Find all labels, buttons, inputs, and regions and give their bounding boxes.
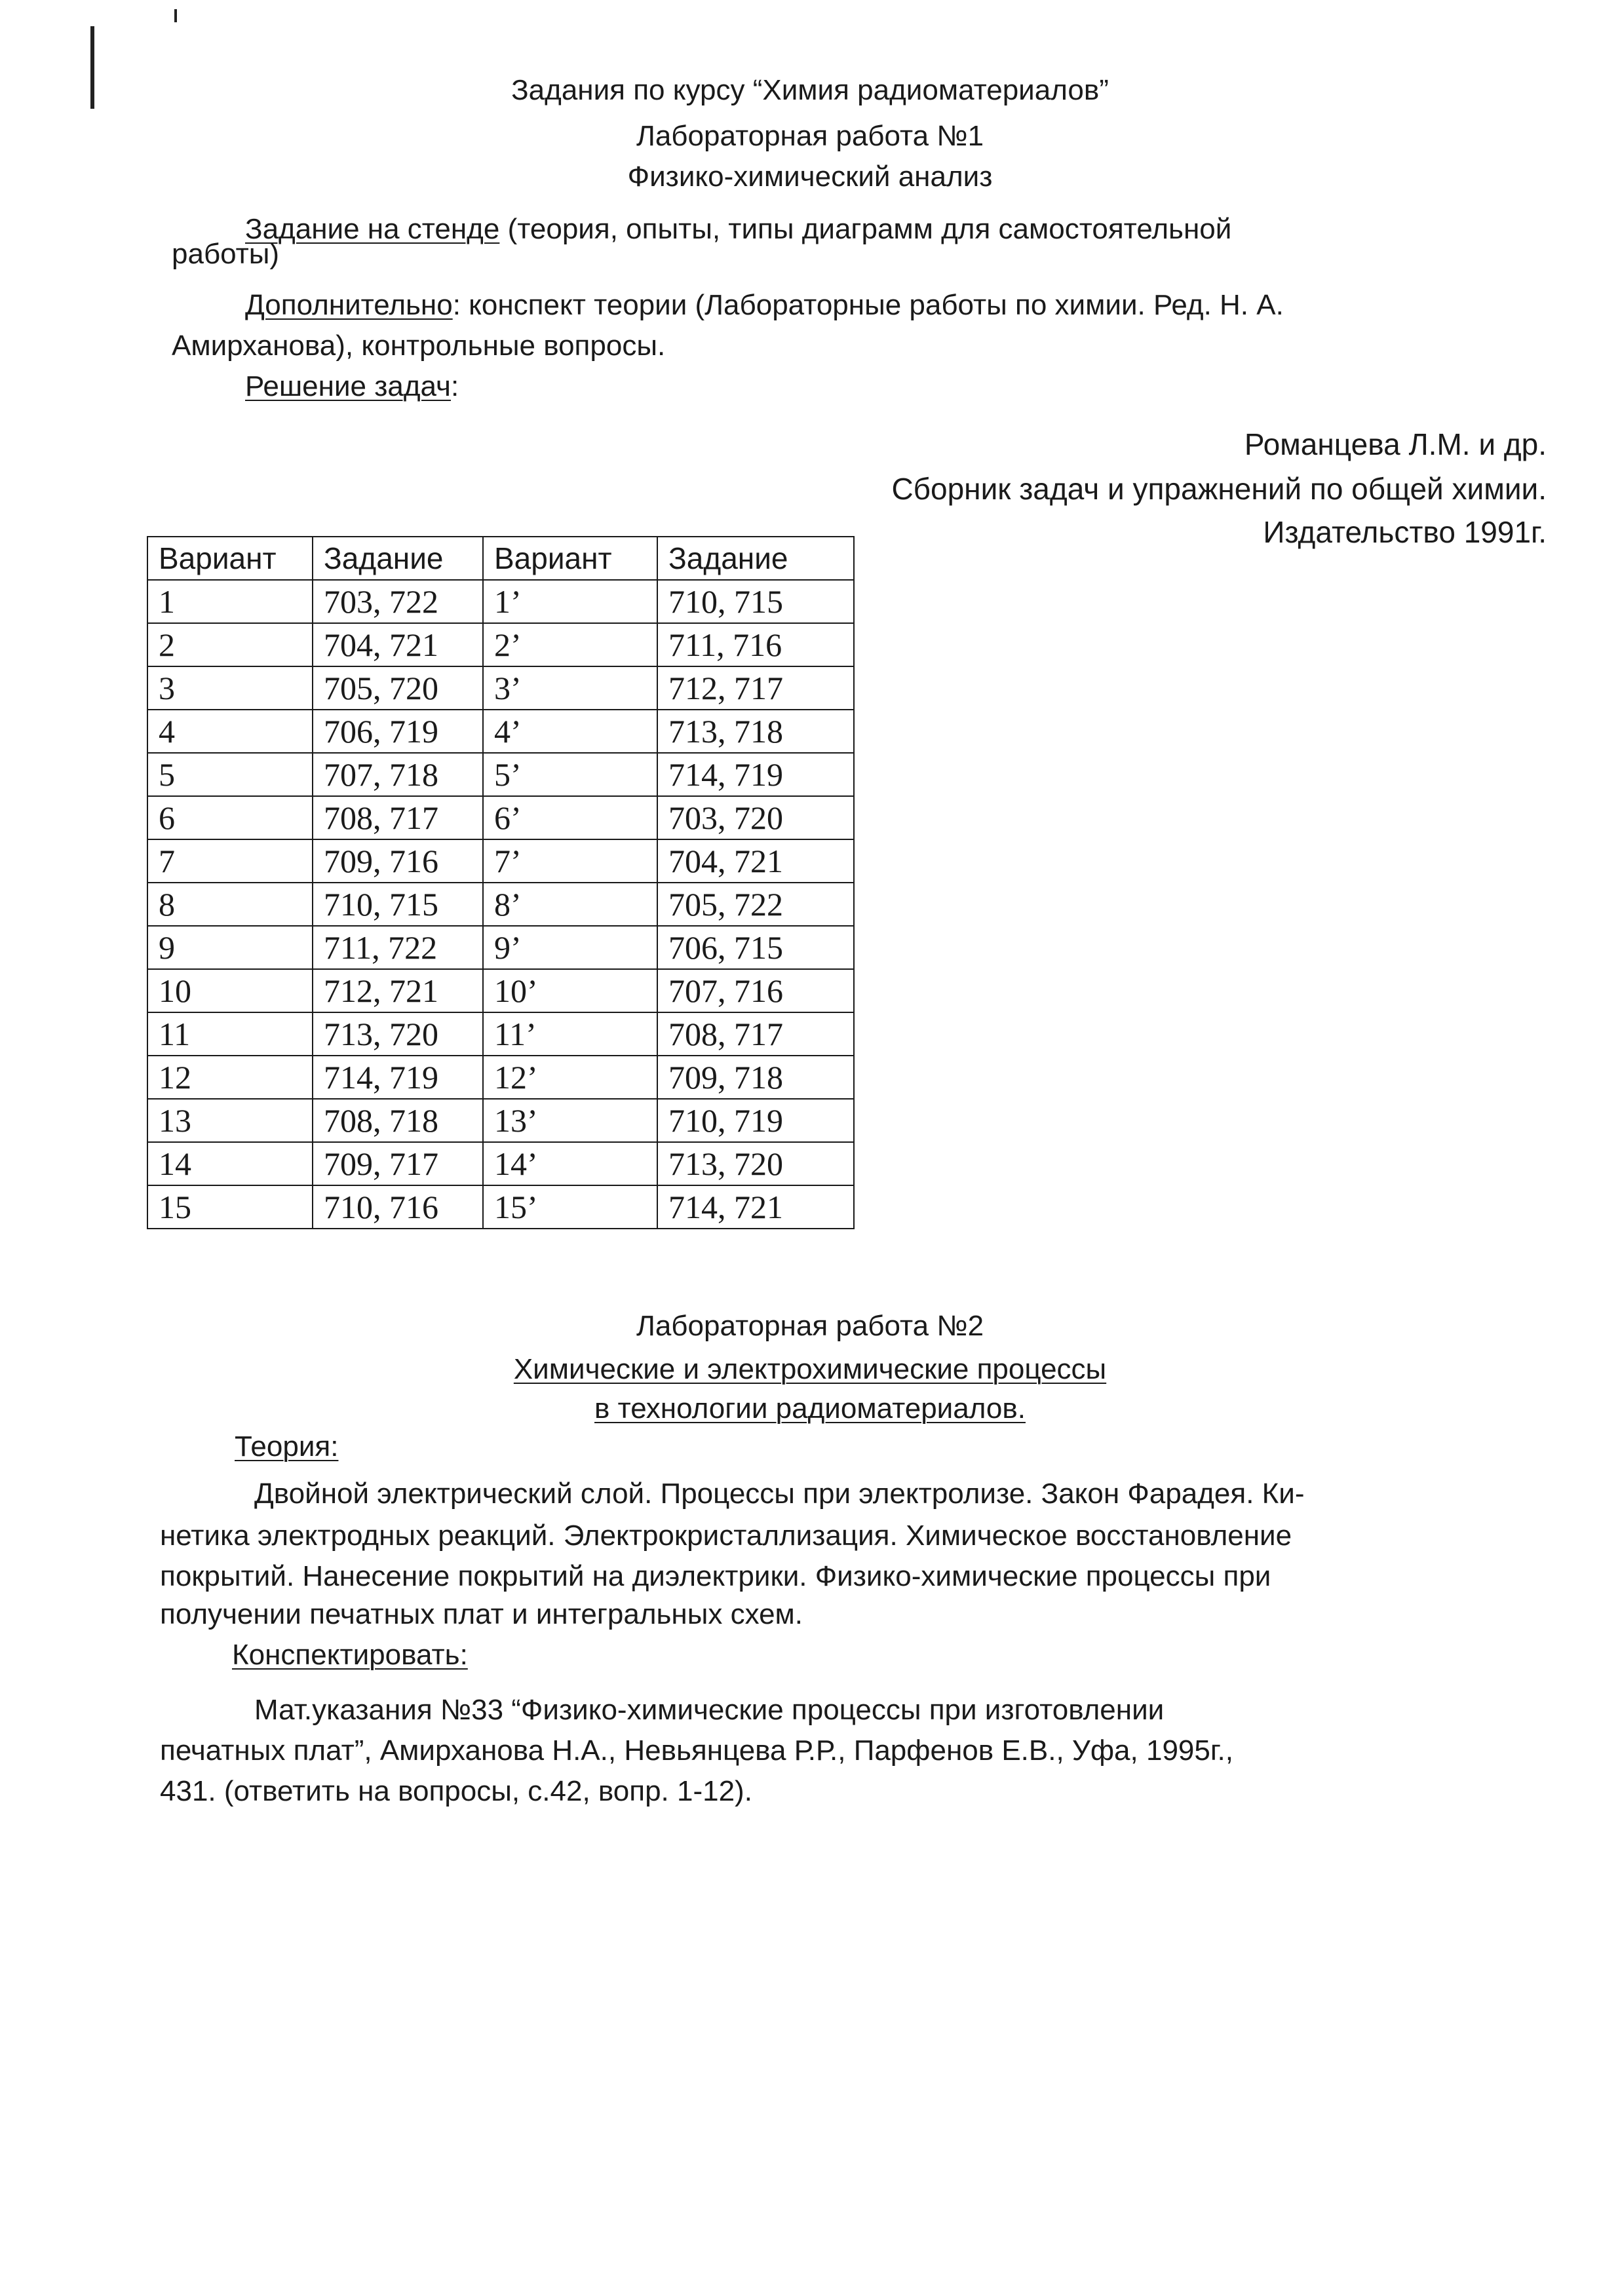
- table-row: [147, 1142, 854, 1185]
- problems-colon: :: [450, 370, 459, 402]
- table-row: [147, 883, 854, 926]
- lab2-subtitle-1: [0, 1351, 1620, 1388]
- theory-label-line: [235, 1428, 338, 1465]
- task-cell: 707, 716: [657, 969, 854, 1012]
- variant-cell: 1: [147, 580, 313, 623]
- variant-cell: 9’: [483, 926, 657, 969]
- summary-label: Конспектировать:: [232, 1639, 468, 1671]
- reference-authors: Романцева Л.М. и др.: [1244, 427, 1547, 461]
- task-cell: 710, 716: [313, 1185, 483, 1229]
- theory-line-4: получении печатных плат и интегральных схем.: [160, 1598, 803, 1630]
- table-row: [147, 1185, 854, 1229]
- variant-cell: 6: [147, 796, 313, 839]
- header-task-1: Задание: [313, 537, 483, 580]
- lab2-subtitle-1-text: Химические и электрохимические процессы: [513, 1353, 1107, 1385]
- task-cell: 703, 722: [313, 580, 483, 623]
- task-cell: 713, 720: [313, 1012, 483, 1056]
- variant-cell: 14’: [483, 1142, 657, 1185]
- task-cell: 708, 717: [657, 1012, 854, 1056]
- table-row: [147, 926, 854, 969]
- task-cell: 713, 720: [657, 1142, 854, 1185]
- reference-book: Сборник задач и упражнений по общей химии.: [891, 472, 1547, 506]
- summary-label-line: [232, 1637, 468, 1674]
- task-cell: 710, 719: [657, 1099, 854, 1142]
- table-row: [147, 753, 854, 796]
- task-cell: 708, 717: [313, 796, 483, 839]
- stand-text-1: (теория, опыты, типы диаграмм для самостоятельной: [499, 213, 1232, 245]
- variant-cell: 3: [147, 666, 313, 710]
- theory-line-2: нетика электродных реакций. Электрокристаллизация. Химическое восстановление: [160, 1520, 1292, 1552]
- variant-cell: 5’: [483, 753, 657, 796]
- task-cell: 709, 718: [657, 1056, 854, 1099]
- task-cell: 714, 719: [657, 753, 854, 796]
- lab1-title: Лабораторная работа №1: [636, 120, 984, 152]
- lab2-subtitle-2-text: в технологии радиоматериалов.: [594, 1392, 1026, 1425]
- variants-table-wrapper: [147, 536, 855, 1229]
- document-title: Задания по курсу “Химия радиоматериалов”: [511, 74, 1109, 106]
- variant-cell: 3’: [483, 666, 657, 710]
- table-row: [147, 796, 854, 839]
- header-variant-1: Вариант: [147, 537, 313, 580]
- variant-cell: 14: [147, 1142, 313, 1185]
- task-cell: 713, 718: [657, 710, 854, 753]
- task-cell: 704, 721: [657, 839, 854, 883]
- task-cell: 714, 721: [657, 1185, 854, 1229]
- stand-label: Задание на стенде: [245, 213, 500, 245]
- stand-line-1: [245, 211, 1231, 248]
- variant-cell: 6’: [483, 796, 657, 839]
- task-cell: 709, 716: [313, 839, 483, 883]
- task-cell: 706, 719: [313, 710, 483, 753]
- extra-line-1: [245, 287, 1284, 324]
- task-cell: 705, 720: [313, 666, 483, 710]
- table-row: [147, 1012, 854, 1056]
- table-row: [147, 1099, 854, 1142]
- header-task-2: Задание: [657, 537, 854, 580]
- variant-cell: 2’: [483, 623, 657, 666]
- lab2-subtitle-2: [0, 1390, 1620, 1427]
- theory-line-3: покрытий. Нанесение покрытий на диэлектрики. Физико-химические процессы при: [160, 1560, 1271, 1592]
- variant-cell: 8: [147, 883, 313, 926]
- variant-cell: 12: [147, 1056, 313, 1099]
- table-row: [147, 623, 854, 666]
- variant-cell: 7’: [483, 839, 657, 883]
- variant-cell: 15: [147, 1185, 313, 1229]
- variant-cell: 5: [147, 753, 313, 796]
- table-row: [147, 969, 854, 1012]
- variant-cell: 8’: [483, 883, 657, 926]
- variant-cell: 9: [147, 926, 313, 969]
- summary-line-3: 431. (ответить на вопросы, с.42, вопр. 1-12).: [160, 1775, 752, 1807]
- extra-text-2: Амирханова), контрольные вопросы.: [172, 330, 666, 362]
- task-cell: 706, 715: [657, 926, 854, 969]
- theory-line-1: Двойной электрический слой. Процессы при электролизе. Закон Фарадея. Ки-: [254, 1478, 1305, 1510]
- variant-cell: 4: [147, 710, 313, 753]
- variant-cell: 13’: [483, 1099, 657, 1142]
- task-cell: 703, 720: [657, 796, 854, 839]
- extra-text-1: : конспект теории (Лабораторные работы по химии. Ред. Н. А.: [452, 289, 1284, 321]
- table-row: [147, 666, 854, 710]
- lab1-subtitle: Физико-химический анализ: [627, 161, 993, 193]
- task-cell: 710, 715: [657, 580, 854, 623]
- variant-cell: 1’: [483, 580, 657, 623]
- table-row: [147, 580, 854, 623]
- table-row: [147, 1056, 854, 1099]
- variant-cell: 2: [147, 623, 313, 666]
- task-cell: 711, 722: [313, 926, 483, 969]
- task-cell: 705, 722: [657, 883, 854, 926]
- task-cell: 712, 721: [313, 969, 483, 1012]
- problems-label: Решение задач: [245, 370, 451, 402]
- problems-line: [245, 368, 459, 405]
- variant-cell: 15’: [483, 1185, 657, 1229]
- variant-cell: 13: [147, 1099, 313, 1142]
- table-row: [147, 710, 854, 753]
- task-cell: 704, 721: [313, 623, 483, 666]
- summary-line-2: печатных плат”, Амирханова Н.А., Невьянцева Р.Р., Парфенов Е.В., Уфа, 1995г.,: [160, 1734, 1233, 1767]
- variant-cell: 12’: [483, 1056, 657, 1099]
- extra-label: Дополнительно: [245, 289, 453, 321]
- summary-line-1: Мат.указания №33 “Физико-химические процессы при изготовлении: [254, 1694, 1165, 1726]
- task-cell: 708, 718: [313, 1099, 483, 1142]
- task-cell: 711, 716: [657, 623, 854, 666]
- variant-cell: 10: [147, 969, 313, 1012]
- theory-label: Теория:: [235, 1430, 339, 1463]
- table-row: [147, 839, 854, 883]
- task-cell: 709, 717: [313, 1142, 483, 1185]
- lab2-title: Лабораторная работа №2: [636, 1310, 984, 1342]
- header-variant-2: Вариант: [483, 537, 657, 580]
- variant-cell: 11: [147, 1012, 313, 1056]
- variants-table: [147, 536, 855, 1229]
- table-header-row: [147, 537, 854, 580]
- scan-mark-dot: [174, 9, 177, 22]
- variant-cell: 11’: [483, 1012, 657, 1056]
- task-cell: 707, 718: [313, 753, 483, 796]
- task-cell: 710, 715: [313, 883, 483, 926]
- task-cell: 712, 717: [657, 666, 854, 710]
- stand-text-2: работы): [172, 238, 280, 270]
- variant-cell: 4’: [483, 710, 657, 753]
- reference-publisher: Издательство 1991г.: [1263, 515, 1547, 549]
- task-cell: 714, 719: [313, 1056, 483, 1099]
- variant-cell: 10’: [483, 969, 657, 1012]
- variant-cell: 7: [147, 839, 313, 883]
